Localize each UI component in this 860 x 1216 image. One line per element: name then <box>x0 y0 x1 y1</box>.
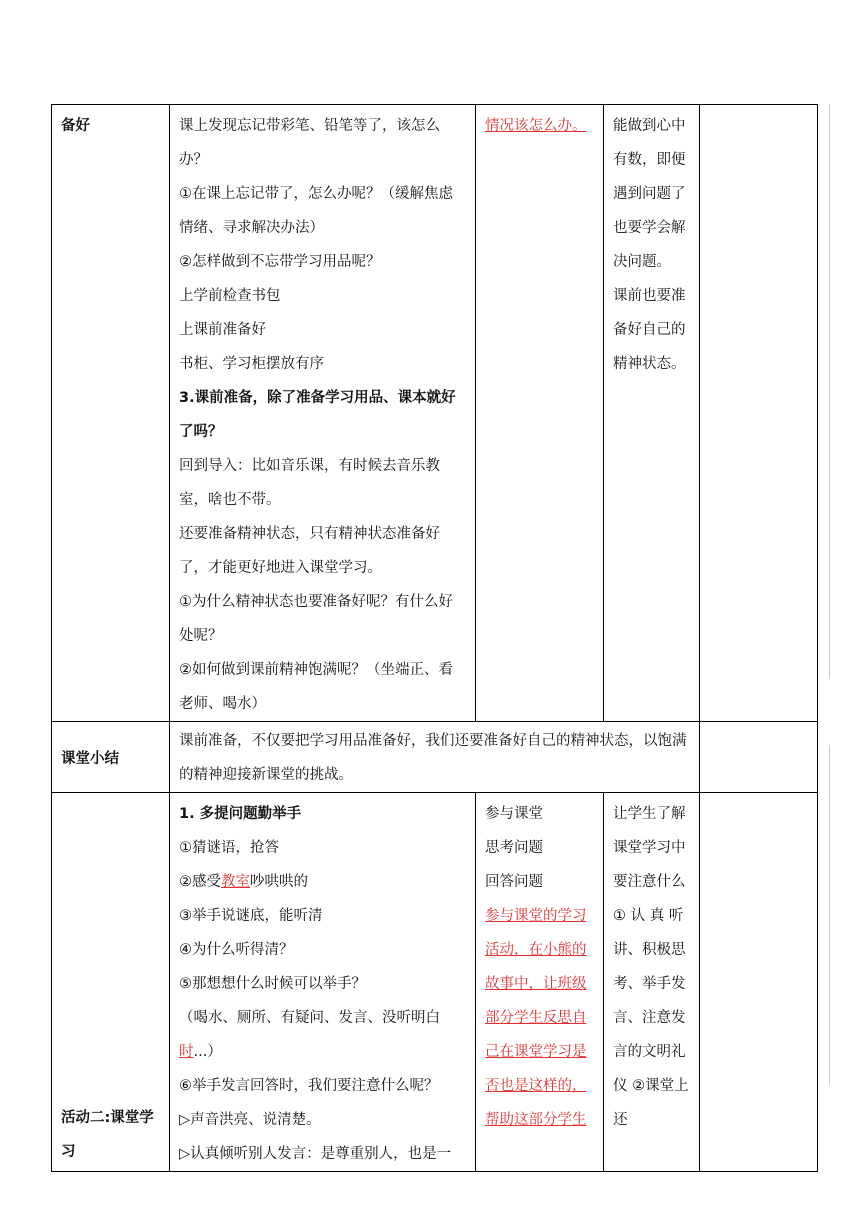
content-line: 上学前检查书包 <box>179 288 281 304</box>
content-line: 书柜、学习柜摆放有序 <box>179 356 324 372</box>
intent-line: 能做到心中有数，即便遇到问题了也要学会解决问题。 <box>613 118 686 270</box>
content-line: 课上发现忘记带彩笔、铅笔等了，该怎么办？ <box>179 118 440 168</box>
section-heading: 3.课前准备，除了准备学习用品、课本就好了吗？ <box>179 390 456 440</box>
content-line: ⑤那想想什么时候可以举手？ <box>179 976 366 992</box>
content-line: ②如何做到课前精神饱满呢？（坐端正、看老师、喝水） <box>179 662 453 712</box>
page-edge-line <box>829 745 830 1085</box>
content-line: 回到导入：比如音乐课，有时候去音乐教室，啥也不带。 <box>179 458 440 508</box>
summary-cell: 课前准备，不仅要把学习用品准备好，我们还要准备好自己的精神状态，以饱满的精神迎接新课堂的挑战。 <box>170 722 700 793</box>
design-intent-cell: 让学生了解课堂学习中要注意什么 ① 认 真 听讲、积极思考、举手发言、注意发言的文明礼仪 ②课堂上还 <box>604 793 700 1172</box>
content-cell <box>170 793 476 1172</box>
lesson-plan-table <box>51 104 818 1172</box>
content-line: ▷认真倾听别人发言：是尊重别人，也是一 <box>179 1146 452 1162</box>
empty-cell <box>700 105 818 722</box>
student-activity-text: 情况该怎么办。 <box>485 118 587 134</box>
row-label: 备好 <box>52 105 170 722</box>
content-line: ③举手说谜底，能听清 <box>179 908 323 924</box>
content-line: ①为什么精神状态也要准备好呢？有什么好处呢？ <box>179 594 453 644</box>
content-cell <box>170 105 476 722</box>
student-line: 回答问题 <box>485 874 543 890</box>
row-label: 课堂小结 <box>52 722 170 793</box>
empty-cell <box>700 793 818 1172</box>
empty-cell <box>700 722 818 793</box>
intent-line: 课前也要准备好自己的精神状态。 <box>613 288 686 372</box>
highlight-text: 教室 <box>221 874 250 890</box>
content-line: ④为什么听得清？ <box>179 942 294 958</box>
student-activity-cell <box>476 105 604 722</box>
content-line: ①在课上忘记带了，怎么办呢？（缓解焦虑情绪、寻求解决办法） <box>179 186 453 236</box>
student-activity-cell <box>476 793 604 1172</box>
student-line: 参与课堂 <box>485 806 543 822</box>
section-heading: 1. 多提问题勤举手 <box>179 806 302 822</box>
table-row <box>52 105 818 722</box>
content-line: ①猜谜语，抢答 <box>179 840 279 856</box>
table-row <box>52 722 818 793</box>
highlight-text: 时 <box>179 1044 194 1060</box>
content-line: ⑥举手发言回答时，我们要注意什么呢？ <box>179 1078 439 1094</box>
content-line: ②怎样做到不忘带学习用品呢？ <box>179 254 381 270</box>
content-line: （喝水、厕所、有疑问、发言、没听明白时...） <box>179 1010 440 1060</box>
content-line: ▷声音洪亮、说清楚。 <box>179 1112 321 1128</box>
content-line: 上课前准备好 <box>179 322 266 338</box>
content-line: 还要准备精神状态，只有精神状态准备好了，才能更好地进入课堂学习。 <box>179 526 440 576</box>
row-label: 活动二:课堂学习 <box>52 793 170 1172</box>
design-intent-cell <box>604 105 700 722</box>
page-edge-line <box>829 104 830 679</box>
student-activity-text: 参与课堂的学习活动，在小熊的故事中，让班级部分学生反思自己在课堂学习是否也是这样的，帮助这部分学生 <box>485 908 587 1128</box>
student-line: 思考问题 <box>485 840 543 856</box>
content-line: ②感受教室吵哄哄的 <box>179 874 308 890</box>
table-row <box>52 793 818 1172</box>
